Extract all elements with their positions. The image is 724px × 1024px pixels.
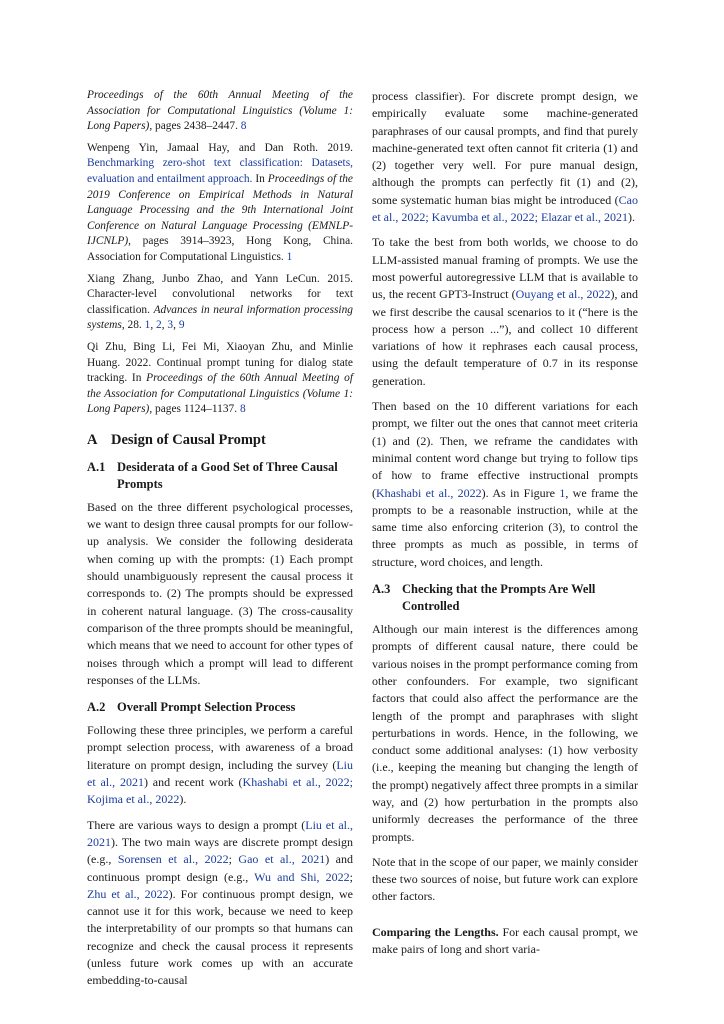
reference-text: Xiang Zhang, Junbo Zhao, and Yann LeCun. 2015. Character-level convolutional networks for text classification. — [87, 272, 353, 316]
reference-title-link[interactable]: Benchmarking zero-shot text classification: Datasets, evaluation and entailment approach. — [87, 157, 353, 185]
backref-link[interactable]: 8 — [240, 120, 247, 133]
citation-link[interactable]: Elazar et al., 2021 — [541, 210, 628, 225]
citation-link[interactable]: Sorensen et al., 2022 — [117, 852, 229, 867]
citation-separator: ; — [228, 852, 239, 867]
subsection-title: Desiderata of a Good Set of Three Causal Prompts — [117, 459, 338, 491]
subsection-title: Overall Prompt Selection Process — [117, 700, 296, 715]
section-title: Design of Causal Prompt — [111, 431, 266, 448]
reference-text: Qi Zhu, Bing Li, Fei Mi, Xiaoyan Zhu, and Minlie Huang. 2022. Continual prompt tuning for dialog state tracking. In — [87, 340, 353, 385]
reference-venue: Advances in neural information processing systems — [87, 303, 353, 332]
paragraph-text: Following these three principles, we perform a careful prompt selection process, with awareness of a broad literature on prompt design, including the survey ( — [87, 723, 353, 772]
citation-link[interactable]: Cao et al., 2022 — [372, 192, 638, 225]
paragraph-text: ). The two main ways are discrete prompt design (e.g., — [87, 834, 353, 867]
figure-link[interactable]: 1 — [559, 485, 566, 500]
section-number: A — [87, 431, 98, 448]
paragraph — [87, 817, 353, 990]
paragraph — [372, 234, 638, 390]
paragraph-text: ) and continuous prompt design (e.g., — [87, 852, 354, 884]
paragraph — [372, 398, 638, 571]
citation-link[interactable]: Khashabi et al., 2022 — [376, 485, 482, 500]
paragraph-text: For each causal prompt, we make pairs of long and short varia- — [372, 924, 638, 957]
paragraph-text: ). As in Figure — [481, 485, 560, 500]
section-heading — [87, 431, 353, 449]
right-column — [372, 88, 638, 966]
left-column — [87, 88, 353, 998]
reference-venue: Proceedings of the 60th Annual Meeting of the Association for Computational Linguistics (Volume 1: Long Papers) — [87, 89, 353, 133]
citation-link[interactable]: Kojima et al., 2022 — [87, 792, 180, 807]
backref-link[interactable]: 3 — [167, 319, 174, 332]
citation-link[interactable]: Ouyang et al., 2022 — [515, 287, 611, 302]
subsection-heading — [87, 459, 353, 493]
paragraph: Note that in the scope of our paper, we mainly consider these two sources of noise, but future work can explore other factors. — [372, 854, 638, 904]
backref-link[interactable]: 9 — [178, 319, 185, 332]
backref-link[interactable]: 8 — [239, 403, 246, 416]
citation-link[interactable]: Wu and Shi, 2022 — [254, 869, 350, 884]
paragraph-text: ). — [627, 210, 635, 225]
reference-entry — [87, 88, 353, 135]
paragraph-text: ). For continuous prompt design, we cannot use it for this work, because we need to keep the interpretability of our prompts so that humans can recognize and check the causal process it represents (unless future work comes up with an accurate embedding-to-causal — [87, 886, 353, 988]
paragraph-text: There are various ways to design a prompt ( — [87, 817, 306, 832]
paragraph — [87, 722, 353, 808]
reference-entry — [87, 141, 353, 266]
citation-link[interactable]: Liu et al., 2021 — [87, 757, 353, 790]
paragraph-text: , we frame the prompts to be a reasonable instruction, while at the same time also enforcing criterion (3), to control the three prompts as much as possible, in terms of structure, word choices, and length. — [372, 485, 638, 569]
backref-link[interactable]: 1 — [144, 319, 151, 332]
reference-text: , 28. — [121, 319, 142, 332]
citation-separator: ; — [425, 210, 432, 225]
paragraph: Based on the three different psychological processes, we want to design three causal prompts for our follow-up analysis. We consider the following desiderata when coming up with the prompts: (1) Each prompt should unambiguously represent the causal process it corresponds to. (2) The prompts should be expressed in coherent natural language. (3) The cross-causality comparison of the three prompts should be meaningful, which means that we need to account for other types of noises through which a prompt will lead to different responses of the LLMs. — [87, 499, 353, 687]
citation-separator: ; — [349, 775, 353, 790]
paragraph-text: Then based on the 10 different variations for each prompt, we filter out the ones that cannot meet criteria (1) and (2). Then, we reframe the candidates with minimal content word change but trying to follow tips of how to frame effective instructional prompts ( — [372, 399, 638, 500]
reference-venue: Proceedings of the 2019 Conference on Empirical Methods in Natural Language Processing and the 9th International Joint Conference on Natural Language Processing (EMNLP-IJCNLP) — [87, 172, 353, 248]
backref-link[interactable]: 1 — [286, 250, 293, 263]
reference-entry: Xiang Zhang, Junbo Zhao, and Yann LeCun. 2015. Character-level convolutional networks for text classification. Advances in neural information processing systems, 28. 1, 2, 3, 9 — [87, 272, 353, 332]
spacer — [372, 914, 638, 924]
citation-separator: ; — [349, 869, 353, 884]
paragraph — [372, 924, 638, 959]
backref-link[interactable]: 2 — [156, 319, 162, 332]
paragraph-text: To take the best from both worlds, we choose to do LLM-assisted manual framing of prompts. We use the most powerful autoregressive LLM that is available to us, the recent GPT3-Instruct ( — [372, 235, 638, 302]
citation-link[interactable]: Khashabi et al., 2022 — [242, 775, 350, 790]
subsection-heading — [372, 581, 638, 615]
subsection-title: Checking that the Prompts Are Well Controlled — [402, 582, 596, 614]
paragraph-text: ). — [179, 792, 187, 807]
reference-entry — [87, 340, 353, 418]
reference-text: , pages 2438–2447. — [149, 120, 238, 133]
subsection-number: A.2 — [87, 700, 106, 715]
citation-link[interactable]: Liu et al., 2021 — [87, 817, 353, 849]
subsection-heading — [87, 699, 353, 716]
paragraph: Although our main interest is the differences among prompts of different causal nature, there could be various noises in the prompt performance coming from other confounders. For example, two significant factors that could also affect the performance are the length of the prompt and paraphrases with slight perturbations in words. Hence, in the following, we conduct some additional analyses: (1) how verbosity (i.e., keeping the meaning but changing the length of the prompt) negatively affect three prompts in a similar way, and (2) how perturbation in the prompts also uniformly decreases the performance of the three prompts. — [372, 622, 638, 844]
citation-link[interactable]: Zhu et al., 2022 — [87, 886, 169, 901]
reference-text: In — [252, 172, 268, 185]
reference-text: , pages 3914–3923, Hong Kong, China. Association for Computational Linguistics. — [87, 235, 353, 263]
subsection-number: A.1 — [87, 459, 106, 474]
reference-text: , pages 1124–1137. — [149, 403, 238, 416]
subsection-number: A.3 — [372, 582, 391, 597]
paragraph-text: ) and recent work ( — [143, 775, 243, 790]
citation-separator: ; — [534, 210, 541, 225]
citation-link[interactable]: Kavumba et al., 2022 — [431, 210, 535, 225]
reference-venue: Proceedings of the 60th Annual Meeting of the Association for Computational Linguistics (Volume 1: Long Papers) — [87, 372, 353, 416]
paragraph-text: process classifier). For discrete prompt design, we empirically evaluate some machine-generated paraphrases of our causal prompts, and find that purely machine-generated text often cannot fit criteria (1) and (2) together very well. For pure manual design, although the prompts can perfectly fit (1) and (2), some systematic human bias might be introduced ( — [372, 89, 638, 207]
paragraph-heading: Comparing the Lengths. — [372, 924, 499, 939]
paragraph — [372, 88, 638, 226]
citation-link[interactable]: Gao et al., 2021 — [238, 852, 326, 867]
paragraph-text: ), and we first describe the causal scenarios to it (“here is the process how a person ...”), and collect 10 different variations of how it rephrases each causal process, using the default temperature of 0.7 in its response generation. — [372, 287, 638, 388]
reference-authors: Wenpeng Yin, Jamaal Hay, and Dan Roth. 2019. — [87, 141, 353, 154]
